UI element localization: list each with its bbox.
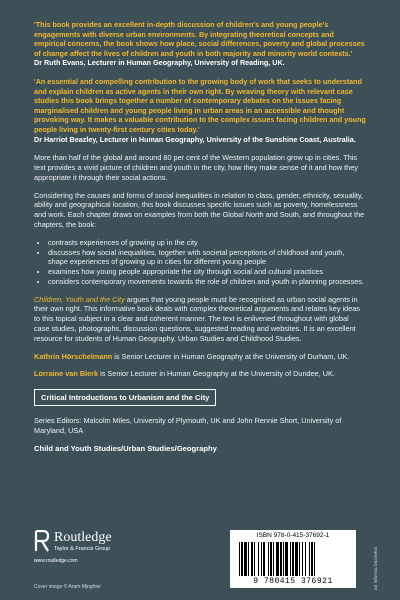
feature-item: • considers contemporary movements towards the role of children and youth in planning processes.: [48, 277, 366, 287]
routledge-r-icon: [34, 530, 50, 552]
barcode-bar: [285, 542, 288, 576]
informa-tagline: an informa business: [374, 547, 379, 590]
barcode-number: 9 780415 376921: [253, 577, 333, 586]
barcode-bar: [314, 542, 315, 576]
author-bio: [34, 352, 366, 362]
subject-categories: Child and Youth Studies/Urban Studies/Geography: [34, 443, 217, 453]
author-name: Kathrin Hörschelmann: [34, 351, 113, 361]
barcode-bar: [239, 542, 240, 576]
book-title-inline: Children, Youth and the City: [34, 294, 125, 304]
description-paragraph: Considering the causes and forms of social inequalities in relation to class, gender, ethnicity, sexuality, ability and geographical location, this book discusses specific issues such as poverty, homelessness and work. Each chapter draws on examples from both the Global North and South, and throughout the chapters, the book:: [34, 190, 365, 229]
barcode-bar: [290, 542, 291, 576]
barcode-bar: [309, 542, 310, 576]
publisher-url: www.routledge.com: [34, 558, 78, 564]
isbn-label: ISBN 978-0-415-37692-1: [256, 532, 330, 539]
author-bio-text: is Senior Lecturer in Human Geography at the University of Durham, UK.: [112, 351, 350, 361]
barcode-bar: [263, 542, 265, 576]
author-name: Lorraine van Blerk: [34, 369, 99, 379]
publisher-group: Taylor & Francis Group: [54, 546, 111, 552]
barcode-bar: [276, 542, 279, 576]
barcode-bar: [244, 542, 247, 576]
cover-footer: [34, 528, 366, 590]
barcode-bar: [258, 542, 259, 576]
barcode-bar: [299, 542, 300, 576]
publisher-name: Routledge: [54, 530, 112, 545]
barcode-bar: [248, 542, 249, 576]
barcode-bar: [270, 542, 272, 576]
barcode-bar: [280, 542, 282, 576]
feature-list: [34, 238, 366, 287]
barcode-bar: [283, 542, 284, 576]
cover-text-column: [34, 20, 366, 459]
author-bio: [34, 369, 366, 379]
publisher-logo: [34, 530, 184, 580]
barcode-bar: [261, 542, 262, 576]
barcode-bar: [311, 542, 313, 576]
barcode-bar: [305, 542, 306, 576]
series-title-box: Critical Introductions to Urbanism and the City: [34, 389, 216, 406]
endorsement-attribution: Dr Ruth Evans, Lecturer in Human Geography, University of Reading, UK.: [34, 58, 285, 68]
side-text: [374, 530, 382, 590]
author-bio-text: is Senior Lecturer in Human Geography at the University of Dundee, UK.: [98, 369, 335, 379]
barcode-bar: [295, 542, 298, 576]
barcode-bar: [292, 542, 294, 576]
description-paragraph: More than half of the global and around 80 per cent of the Western population grow up in cities. This text provides a vivid picture of children and youth in the city, how they make sense of it and how they appropriate it through their social actions.: [34, 153, 358, 182]
barcode-bar: [302, 542, 303, 576]
series-editors: Series Editors: Malcolm Miles, University of Plymouth, UK and John Rennie Short, University of Maryland, USA: [34, 416, 342, 436]
description-paragraph: [34, 295, 366, 344]
feature-item: • contrasts experiences of growing up in the city: [48, 238, 366, 248]
feature-item: • examines how young people appropriate the city through social and cultural practices: [48, 267, 366, 277]
barcode-bar: [268, 542, 269, 576]
barcode-bar: [273, 542, 274, 576]
barcode-bar: [251, 542, 253, 576]
barcode-bar: [241, 542, 243, 576]
endorsement-quote: 'An essential and compelling contribution to the growing body of work that seeks to understand and explain children as active agents in their own right. By weaving theory with relevant case studies this book brings together a number of contemporary debates on the issues facing marginalised children and young people living in urban areas in an accessible and thought provoking way. It makes a valuable contribution to the complex issues facing children and young people living in twenty-first century cities today.': [34, 76, 366, 134]
cover-image-credit: Cover image © Aram Mjnghier: [34, 584, 102, 590]
endorsement-quote: 'This book provides an excellent in-depth discussion of children's and young people's engagements with diverse urban environments. By integrating theoretical concepts and empirical concerns, the book shows how place, social differences, poverty and global processes of change affect the lives of children and youth in both majority and minority world contexts.': [34, 20, 365, 58]
paragraph-text: argues that young people must be recognised as urban social agents in their own right. This informative book deals with complex theoretical arguments and relates key ideas to this topical subject in a clear and coherent manner. The text is enlivened throughout with global case studies, photographs, discussion questions, suggested reading and websites. It is an excellent resource for students of Human Geography, Urban Studies and Childhood Studies.: [34, 294, 360, 343]
feature-item: • discusses how social inequalities, together with societal perceptions of childhood and youth, shape experiences of growing up in cities for different young people: [48, 248, 366, 268]
barcode-graphic: [239, 542, 347, 576]
barcode-bar: [254, 542, 255, 576]
isbn-barcode-box: [230, 530, 356, 588]
endorsement-attribution: Dr Harriot Beazley, Lecturer in Human Geography, University of the Sunshine Coast, Australia.: [34, 134, 356, 144]
